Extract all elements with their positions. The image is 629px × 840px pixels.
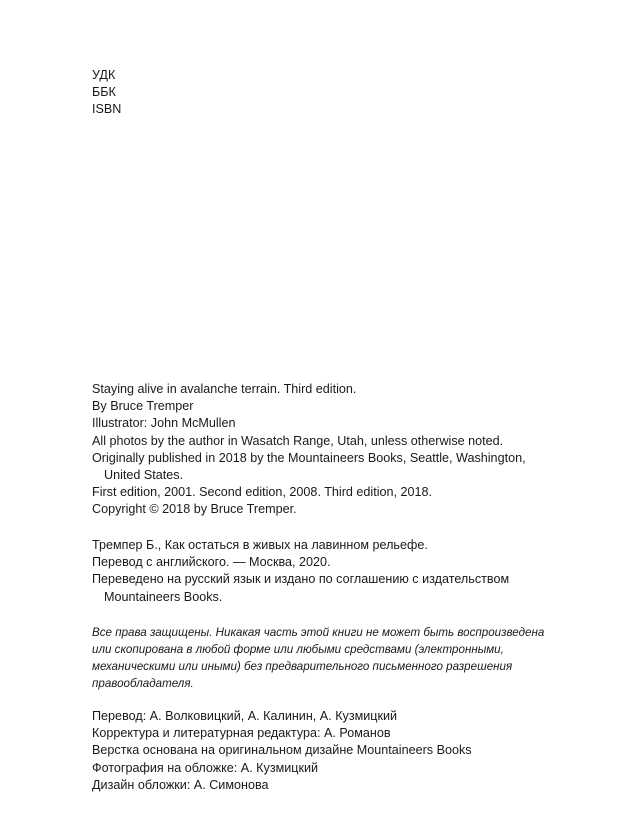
- translation-line: Перевод с английского. — Москва, 2020.: [92, 555, 331, 570]
- credit-proofreading: Корректура и литературная редактура: А. Романов: [92, 726, 391, 741]
- english-edition-info: [92, 381, 552, 519]
- photos-line: All photos by the author in Wasatch Range, Utah, unless otherwise noted.: [92, 433, 504, 448]
- original-publication-line: Originally published in 2018 by the Mountaineers Books, Seattle, Washington, United States.: [92, 450, 526, 483]
- russian-edition-info: [92, 537, 552, 606]
- rights-notice: Все права защищены. Никакая часть этой книги не может быть воспроизведена или скопирована в любой форме или любыми средствами (электронными, механическими или иными) без предварительного письменного разрешения правообладателя.: [92, 626, 545, 690]
- russian-title: Тремпер Б., Как остаться в живых на лавинном рельефе.: [92, 538, 428, 552]
- credit-cover-design: Дизайн обложки: А. Симонова: [92, 777, 269, 792]
- credit-cover-photo: Фотография на обложке: А. Кузмицкий: [92, 760, 319, 775]
- credit-translation: Перевод: А. Волковицкий, А. Калинин, А. Кузмицкий: [92, 709, 398, 723]
- english-title: Staying alive in avalanche terrain. Third edition.: [92, 382, 357, 396]
- bbk-label: ББК: [92, 85, 116, 100]
- credit-layout: Верстка основана на оригинальном дизайне Mountaineers Books: [92, 743, 472, 758]
- classification-codes: [92, 67, 552, 119]
- credits-list: [92, 708, 552, 794]
- illustrator-line: Illustrator: John McMullen: [92, 416, 236, 431]
- author-line: By Bruce Tremper: [92, 399, 194, 414]
- isbn-label: ISBN: [92, 102, 122, 117]
- udk-label: УДК: [92, 68, 116, 82]
- agreement-line: Переведено на русский язык и издано по соглашению с издательством Mountaineers Books.: [92, 572, 510, 604]
- copyright-line: Copyright © 2018 by Bruce Tremper.: [92, 502, 297, 517]
- editions-line: First edition, 2001. Second edition, 2008. Third edition, 2018.: [92, 485, 433, 500]
